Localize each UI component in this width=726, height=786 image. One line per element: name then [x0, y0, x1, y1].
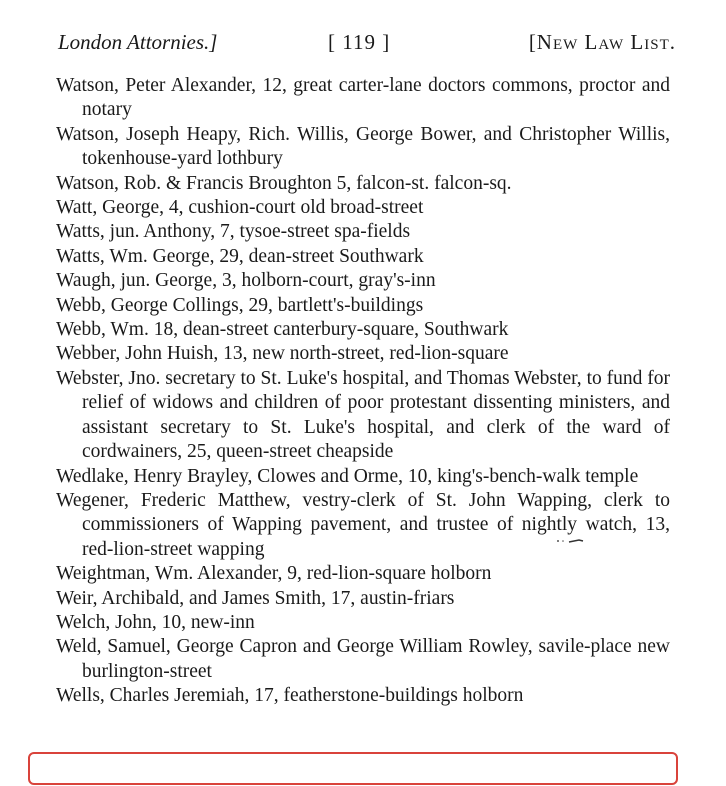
list-entry: Watson, Peter Alexander, 12, great carter-lane doctors commons, proctor and notary	[56, 75, 670, 121]
attorney-list	[56, 74, 670, 709]
list-entry: Wedlake, Henry Brayley, Clowes and Orme, 10, king's-bench-walk temple	[56, 465, 639, 487]
list-entry: Welch, John, 10, new-inn	[56, 611, 255, 633]
list-entry: Webb, Wm. 18, dean-street canterbury-square, Southwark	[56, 319, 509, 341]
list-entry: Webber, John Huish, 13, new north-street, red-lion-square	[56, 343, 509, 365]
list-entry: Watt, George, 4, cushion-court old broad-street	[56, 197, 424, 219]
list-entry: Weightman, Wm. Alexander, 9, red-lion-square holborn	[56, 563, 492, 585]
list-entry: Webster, Jno. secretary to St. Luke's hospital, and Thomas Webster, to fund for relief of widows and children of poor protestant dissenting ministers, and assistant secretary to St. Luke's hospital, and clerk of the ward of cordwainers, 25, queen-street cheapside	[56, 367, 670, 463]
list-entry: Watts, jun. Anthony, 7, tysoe-street spa-fields	[56, 221, 411, 243]
ink-smudge	[555, 538, 585, 544]
list-entry: Webb, George Collings, 29, bartlett's-buildings	[56, 294, 424, 316]
header-section-title: London Attornies.]	[58, 30, 218, 54]
highlight-box	[28, 752, 678, 785]
list-entry: Waugh, jun. George, 3, holborn-court, gray's-inn	[56, 270, 436, 292]
list-entry: Watson, Joseph Heapy, Rich. Willis, George Bower, and Christopher Willis, tokenhouse-yard lothbury	[56, 123, 670, 170]
list-entry: Watson, Rob. & Francis Broughton 5, falcon-st. falcon-sq.	[56, 172, 512, 194]
header-book-title: [New Law List.	[528, 30, 676, 54]
page-header	[58, 30, 676, 64]
list-entry: Weld, Samuel, George Capron and George William Rowley, savile-place new burlington-street	[56, 636, 670, 682]
highlighted-entry: Wells, Charles Jeremiah, 17, featherstone-buildings holborn	[56, 685, 524, 707]
list-entry: Weir, Archibald, and James Smith, 17, austin-friars	[56, 587, 455, 609]
list-entry: Wegener, Frederic Matthew, vestry-clerk of St. John Wapping, clerk to commissioners of Wapping pavement, and trustee of nightly watch, 13, red-lion-street wapping	[56, 489, 670, 560]
header-page-number: [ 119 ]	[328, 30, 391, 54]
list-entry: Watts, Wm. George, 29, dean-street Southwark	[56, 245, 424, 267]
